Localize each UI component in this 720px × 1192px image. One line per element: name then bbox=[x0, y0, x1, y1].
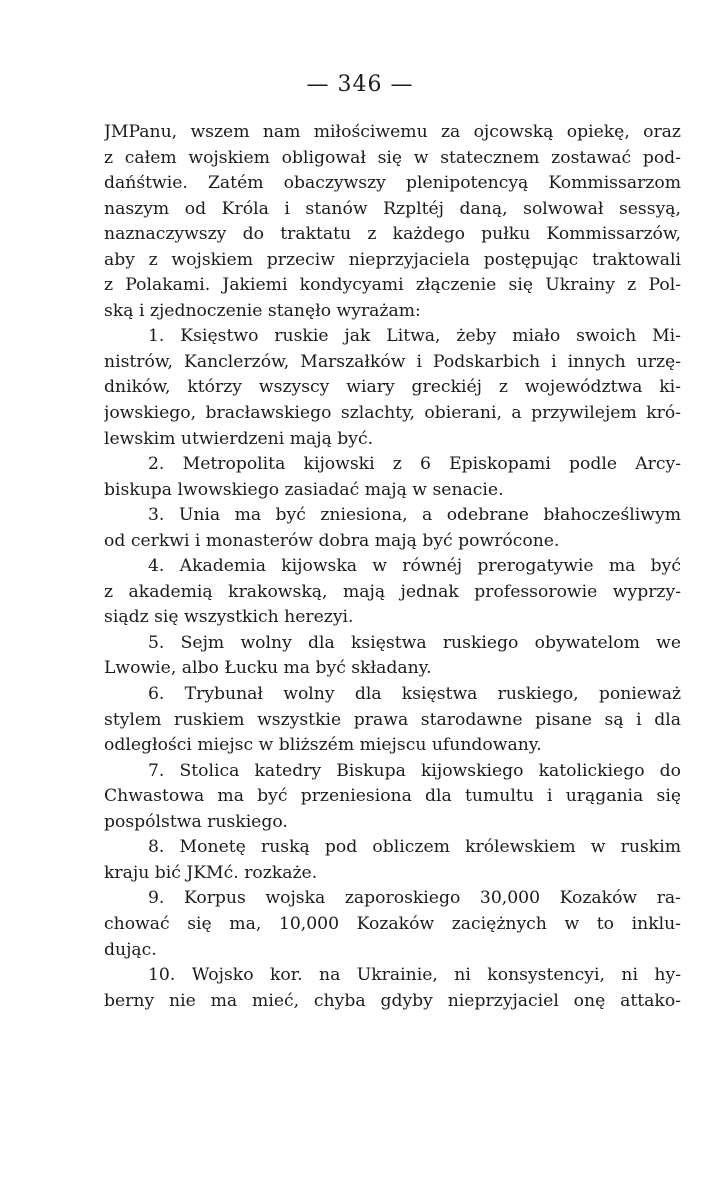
text-line: odległości miejsc w bliższém miejscu ufundowany. bbox=[104, 735, 542, 756]
text-line: pospólstwa ruskiego. bbox=[104, 811, 288, 832]
text-line: Chwastowa ma być przeniesiona dla tumultu i urągania się bbox=[104, 786, 681, 807]
text-line: lewskim utwierdzeni mają być. bbox=[104, 428, 374, 449]
text-line: 2. Metropolita kijowski z 6 Episkopami podle Arcy- bbox=[148, 454, 681, 475]
text-line: 1. Księstwo ruskie jak Litwa, żeby miało swoich Mi- bbox=[148, 326, 681, 347]
text-line: biskupa lwowskiego zasiadać mają w senacie. bbox=[104, 479, 504, 500]
page-number: — 346 — bbox=[306, 72, 414, 97]
text-line: naznaczywszy do traktatu z każdego pułku Kommissarzów, bbox=[104, 224, 681, 245]
text-line: 5. Sejm wolny dla księstwa ruskiego obywatelom we bbox=[148, 632, 681, 653]
text-line: ską i zjednoczenie stanęło wyrażam: bbox=[104, 300, 421, 321]
text-line: 4. Akademia kijowska w równéj prerogatywie ma być bbox=[148, 556, 681, 577]
body-text bbox=[104, 120, 681, 1014]
text-line: jowskiego, bracławskiego szlachty, obierani, a przywilejem kró- bbox=[104, 403, 681, 424]
text-line: chować się ma, 10,000 Kozaków zaciężnych w to inklu- bbox=[104, 913, 681, 934]
text-line: kraju bić JKMć. rozkaże. bbox=[104, 862, 318, 883]
text-line: dników, którzy wszyscy wiary greckiéj z województwa ki- bbox=[104, 377, 681, 398]
text-line: nistrów, Kanclerzów, Marszałków i Podskarbich i innych urzę- bbox=[104, 351, 681, 372]
text-line: 7. Stolica katedry Biskupa kijowskiego katolickiego do bbox=[148, 760, 681, 781]
text-line: aby z wojskiem przeciw nieprzyjaciela postępując traktowali bbox=[104, 249, 681, 270]
text-line: berny nie ma mieć, chyba gdyby nieprzyjaciel onę attako- bbox=[104, 990, 681, 1011]
text-line: z Polakami. Jakiemi kondycyami złączenie się Ukrainy z Pol- bbox=[104, 275, 681, 296]
text-line: od cerkwi i monasterów dobra mają być powrócone. bbox=[104, 530, 560, 551]
text-line: siądz się wszystkich herezyi. bbox=[104, 607, 354, 628]
text-line: dując. bbox=[104, 939, 157, 960]
text-line: 3. Unia ma być zniesiona, a odebrane błahocześliwym bbox=[148, 505, 681, 526]
text-line: stylem ruskiem wszystkie prawa starodawne pisane są i dla bbox=[104, 709, 681, 730]
text-line: 8. Monetę ruską pod obliczem królewskiem w ruskim bbox=[148, 837, 681, 858]
text-line: dańśtwie. Zatém obaczywszy plenipotencyą Kommissarzom bbox=[104, 173, 681, 194]
text-line: naszym od Króla i stanów Rzpltéj daną, solwował sessyą, bbox=[104, 198, 681, 219]
text-line: 6. Trybunał wolny dla księstwa ruskiego, ponieważ bbox=[148, 684, 681, 705]
text-line: z całem wojskiem obligował się w statecznem zostawać pod- bbox=[104, 147, 681, 168]
text-line: JMPanu, wszem nam miłościwemu za ojcowską opiekę, oraz bbox=[104, 122, 681, 142]
text-line: Lwowie, albo Łucku ma być składany. bbox=[104, 658, 432, 679]
text-line: 10. Wojsko kor. na Ukrainie, ni konsystencyi, ni hy- bbox=[148, 965, 681, 986]
text-line: 9. Korpus wojska zaporoskiego 30,000 Kozaków ra- bbox=[148, 888, 681, 909]
text-line: z akademią krakowską, mają jednak professorowie wyprzy- bbox=[104, 581, 681, 602]
